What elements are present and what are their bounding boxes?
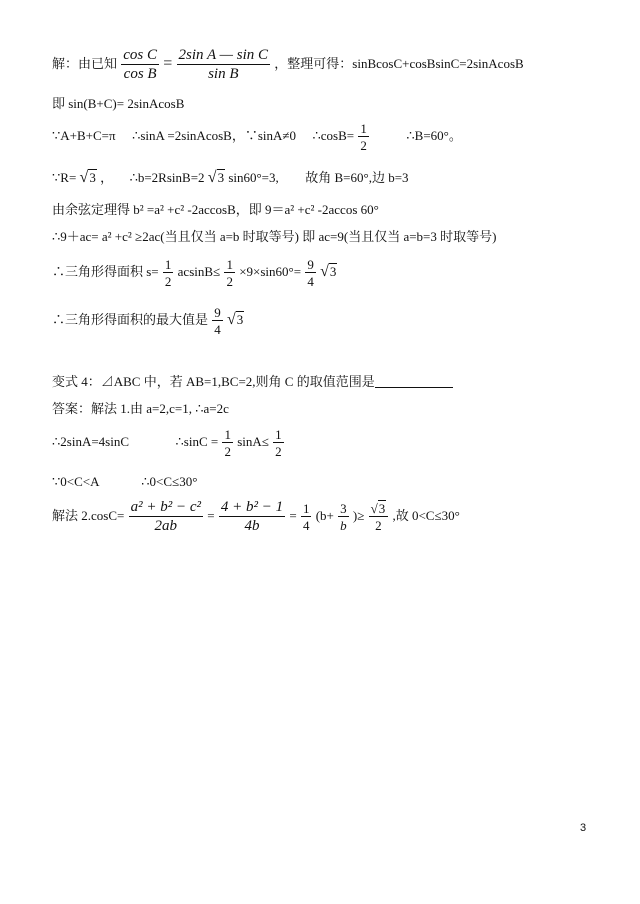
text: ∴sinC = <box>175 433 219 449</box>
sqrt: √3 <box>79 169 96 186</box>
line-2 <box>52 97 184 110</box>
text: ∴2sinA=4sinC <box>52 433 130 449</box>
text: (b+ <box>315 507 334 523</box>
text: 变式 4：⊿ABC 中，若 AB=1,BC=2,则角 C 的取值范围是 <box>52 374 375 389</box>
fraction-half: $\frac{1}{2}$ <box>360 121 367 153</box>
equals: = <box>163 54 173 72</box>
sqrt: √3 <box>227 310 244 328</box>
text: ∴9＋ac= a² +c² ≥2ac(当且仅当 a=b 时取等号) 即 ac=9(当且仅当 a=b=3 时取等号) <box>52 229 497 244</box>
text: ∴cosB= <box>312 127 355 143</box>
text: ∵R= <box>52 170 77 185</box>
line-8 <box>52 306 244 336</box>
fraction: $\frac{1}{2}$ <box>275 427 282 459</box>
text: 即 sin(B+C)= 2sinAcosB <box>52 96 185 111</box>
page-number: 3 <box>580 822 587 834</box>
fraction: $\frac{1}{4}$ <box>302 501 310 533</box>
text: ∵A+B+C=π <box>52 127 116 143</box>
line-11 <box>52 428 285 458</box>
fraction-cosine-rule: $\frac{\text{a² + b² − c²}}{2ab}$ <box>130 499 201 534</box>
fraction: $\frac{1}{2}$ <box>226 257 233 289</box>
text: 解法 2.cosC= <box>52 507 125 523</box>
fraction: $\frac{9}{4}$ <box>307 257 314 289</box>
text: ，整理可得：sinBcosC+cosBsinC=2sinAcosB <box>274 55 524 71</box>
text: = <box>207 507 215 523</box>
text: sin60°=3, <box>228 170 279 185</box>
fraction: $\frac{3}{b}$ <box>340 501 347 533</box>
line-9 <box>52 375 453 388</box>
text: ， <box>100 170 114 185</box>
text: ×9×sin60°= <box>239 263 302 279</box>
fraction-sin: $\frac{\text{2sin A — sin C}}{\text{sin B}}$ <box>178 47 269 82</box>
text: 故角 B=60°,边 b=3 <box>305 170 409 185</box>
text: ,故 0<C≤30° <box>392 507 460 523</box>
line-6 <box>52 230 496 243</box>
text: acsinB≤ <box>177 263 221 279</box>
fraction: $\frac{1}{2}$ <box>164 257 172 289</box>
fraction-sqrt3-over-2: $\frac{√3}{2}$ <box>369 502 389 532</box>
line-13 <box>52 500 460 534</box>
line-7 <box>52 258 337 288</box>
text: ∴B=60°。 <box>406 127 462 143</box>
text: 由余弦定理得 b² =a² +c² -2accosB，即 9＝a² +c² -2accos 60° <box>52 202 379 217</box>
line-10 <box>52 402 229 415</box>
text: ∴三角形得面积 s= <box>52 263 159 279</box>
text: )≥ <box>352 507 365 523</box>
text: ∴b=2RsinB=2 <box>129 170 205 185</box>
answer-blank <box>375 375 453 388</box>
line-5 <box>52 203 379 216</box>
text: sinA≤ <box>237 433 269 449</box>
sqrt: √3 <box>320 262 337 280</box>
line-4 <box>52 170 409 186</box>
text: ∴0<C≤30° <box>141 474 198 489</box>
sqrt: √3 <box>207 169 225 186</box>
line-3 <box>52 122 462 152</box>
fraction: $\frac{9}{4}$ <box>214 305 221 337</box>
fraction: $\frac{\text{4 + b² − 1}}{4b}$ <box>220 499 284 534</box>
fraction: $\frac{1}{2}$ <box>224 427 231 459</box>
text: 解：由已知 <box>52 55 118 71</box>
text: ∴三角形得面积的最大值是 <box>52 311 209 327</box>
line-1 <box>52 48 524 82</box>
text: ∵0<C<A <box>52 474 99 489</box>
fraction-cosC-cosB: $\frac{\text{cos C}}{\text{cos B}}$ <box>123 47 158 82</box>
text: 答案：解法 1.由 a=2,c=1, ∴a=2c <box>52 401 229 416</box>
text: = <box>289 507 297 523</box>
line-12 <box>52 475 197 488</box>
text: ∴sinA =2sinAcosB，∵sinA≠0 <box>132 127 297 143</box>
